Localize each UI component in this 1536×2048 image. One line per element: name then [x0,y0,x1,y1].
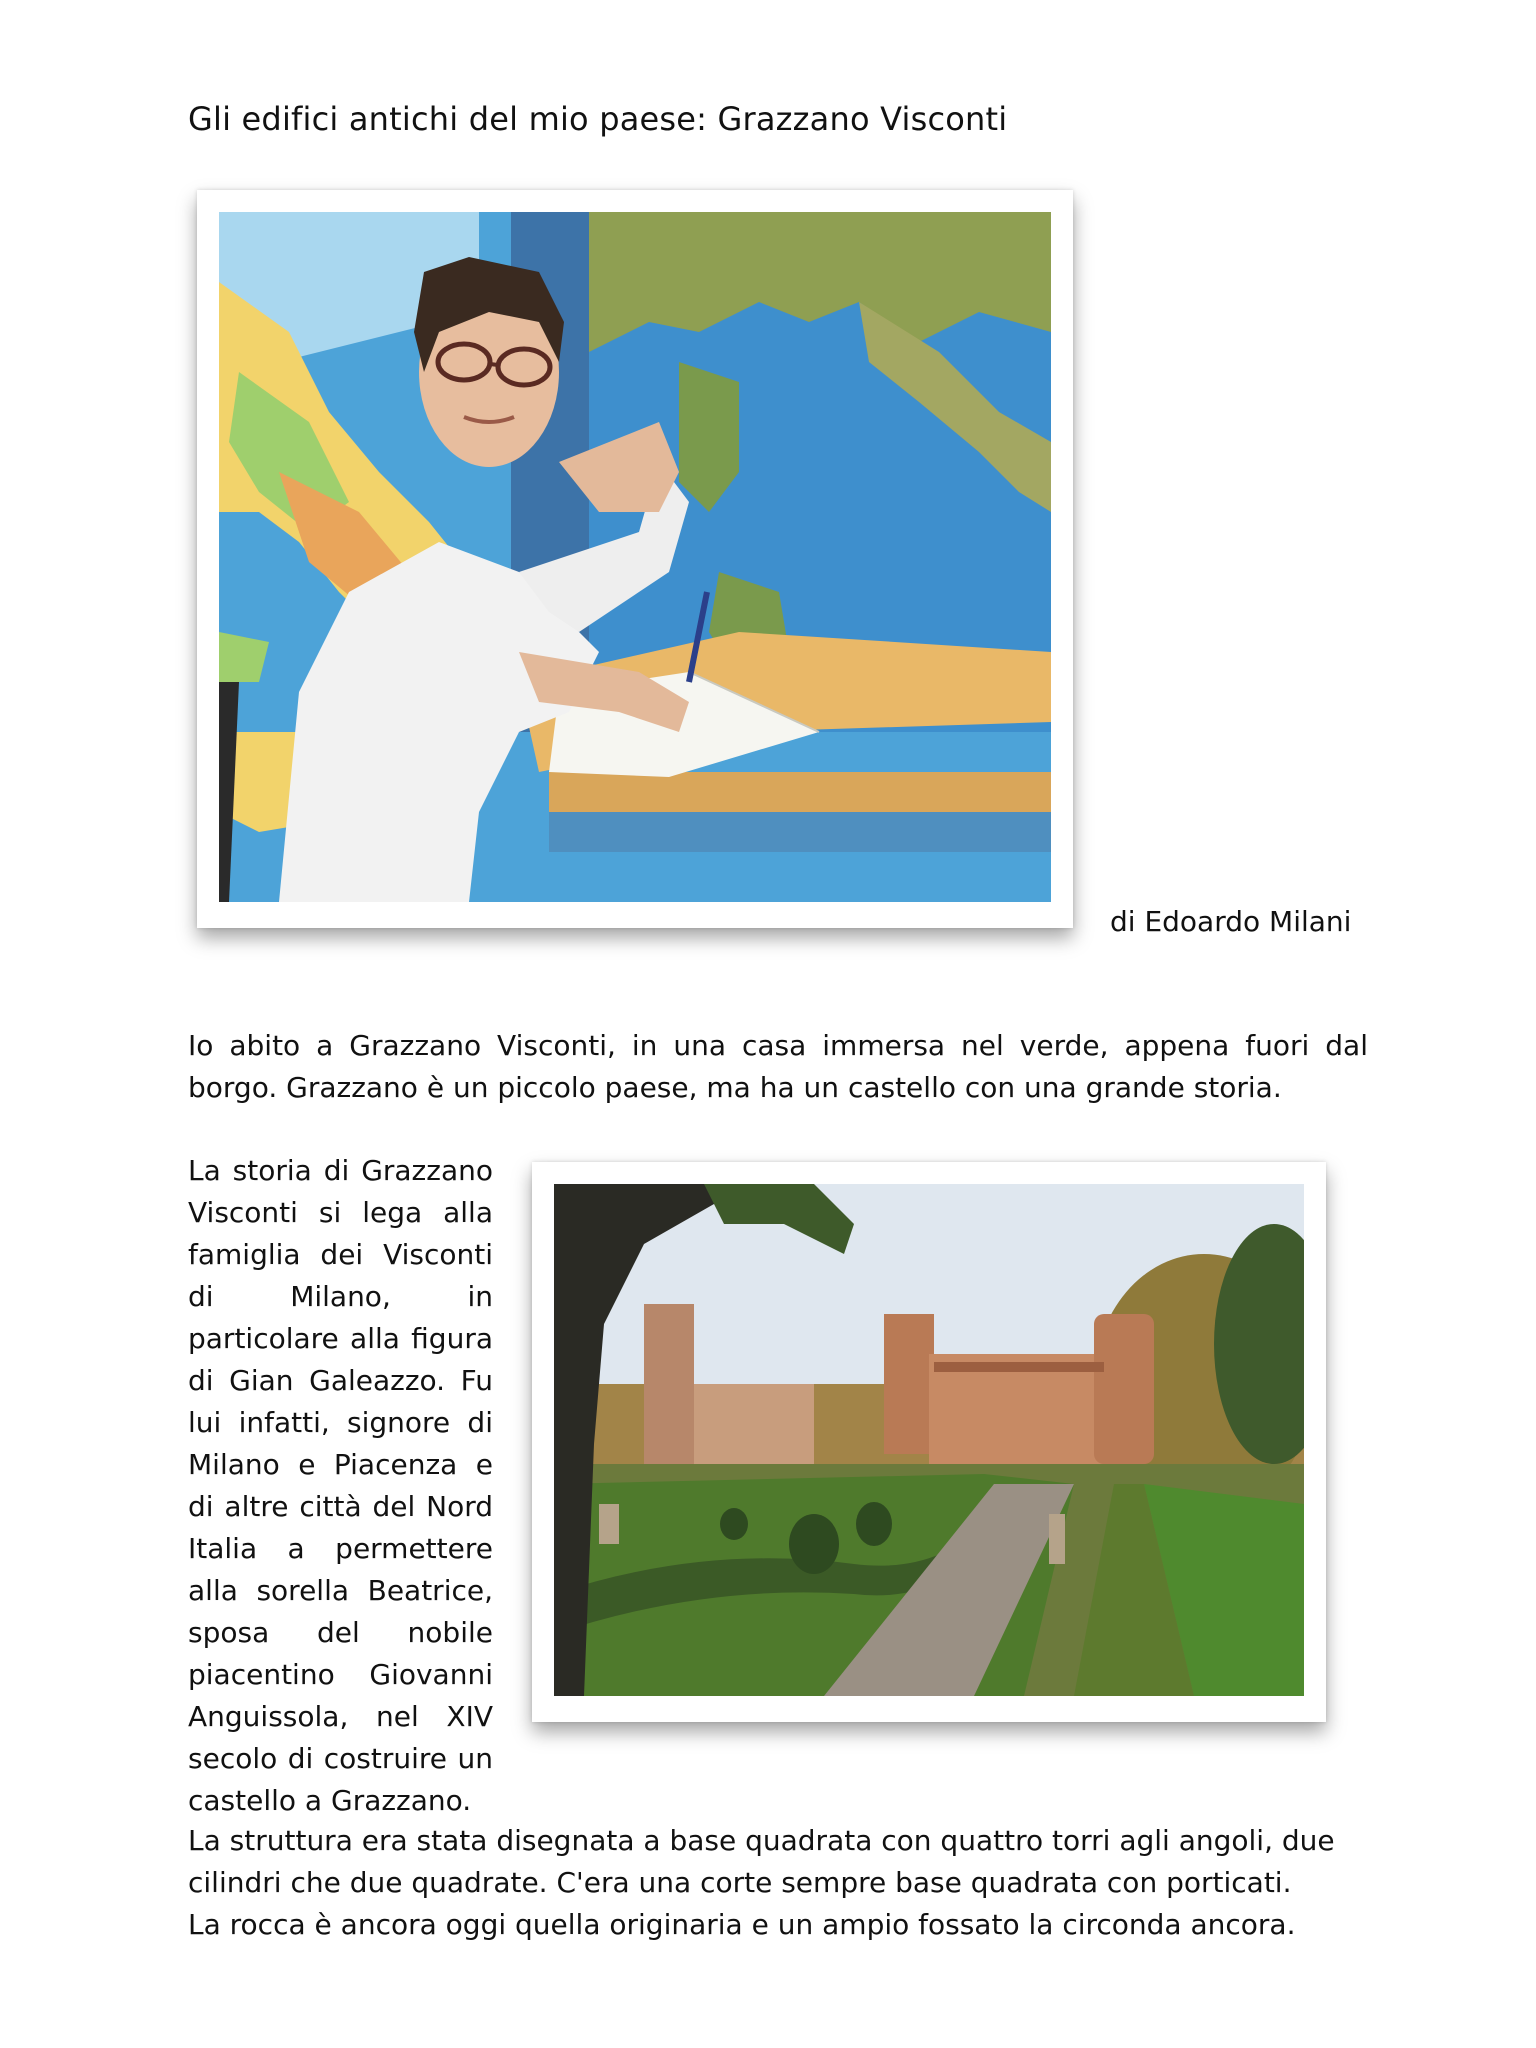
document-title: Gli edifici antichi del mio paese: Grazzano Visconti [188,100,1008,138]
student-photo [197,190,1073,928]
structure-line: cilindri che due quadrate. C'era una corte sempre base quadrata con porticati. [188,1866,1292,1899]
castle-photo-image [554,1184,1304,1696]
structure-paragraph [188,1820,1378,1946]
structure-line: La rocca è ancora oggi quella originaria e un ampio fossato la circonda ancora. [188,1908,1296,1941]
castle-photo [532,1162,1326,1722]
author-byline: di Edoardo Milani [1110,905,1352,938]
structure-line: La struttura era stata disegnata a base quadrata con quattro torri agli angoli, due [188,1824,1335,1857]
intro-paragraph: Io abito a Grazzano Visconti, in una casa immersa nel verde, appena fuori dal borgo. Grazzano è un piccolo paese, ma ha un castello con una grande storia. [188,1029,1368,1104]
history-paragraph: La storia di Grazzano Visconti si lega alla famiglia dei Visconti di Milano, in particolare alla figura di Gian Galeazzo. Fu lui infatti, signore di Milano e Piacenza e di altre città del Nord Italia a permettere alla sorella Beatrice, sposa del nobile piacentino Giovanni Anguissola, nel XIV secolo di costruire un castello a Grazzano. [188,1154,493,1817]
student-photo-image [219,212,1051,902]
